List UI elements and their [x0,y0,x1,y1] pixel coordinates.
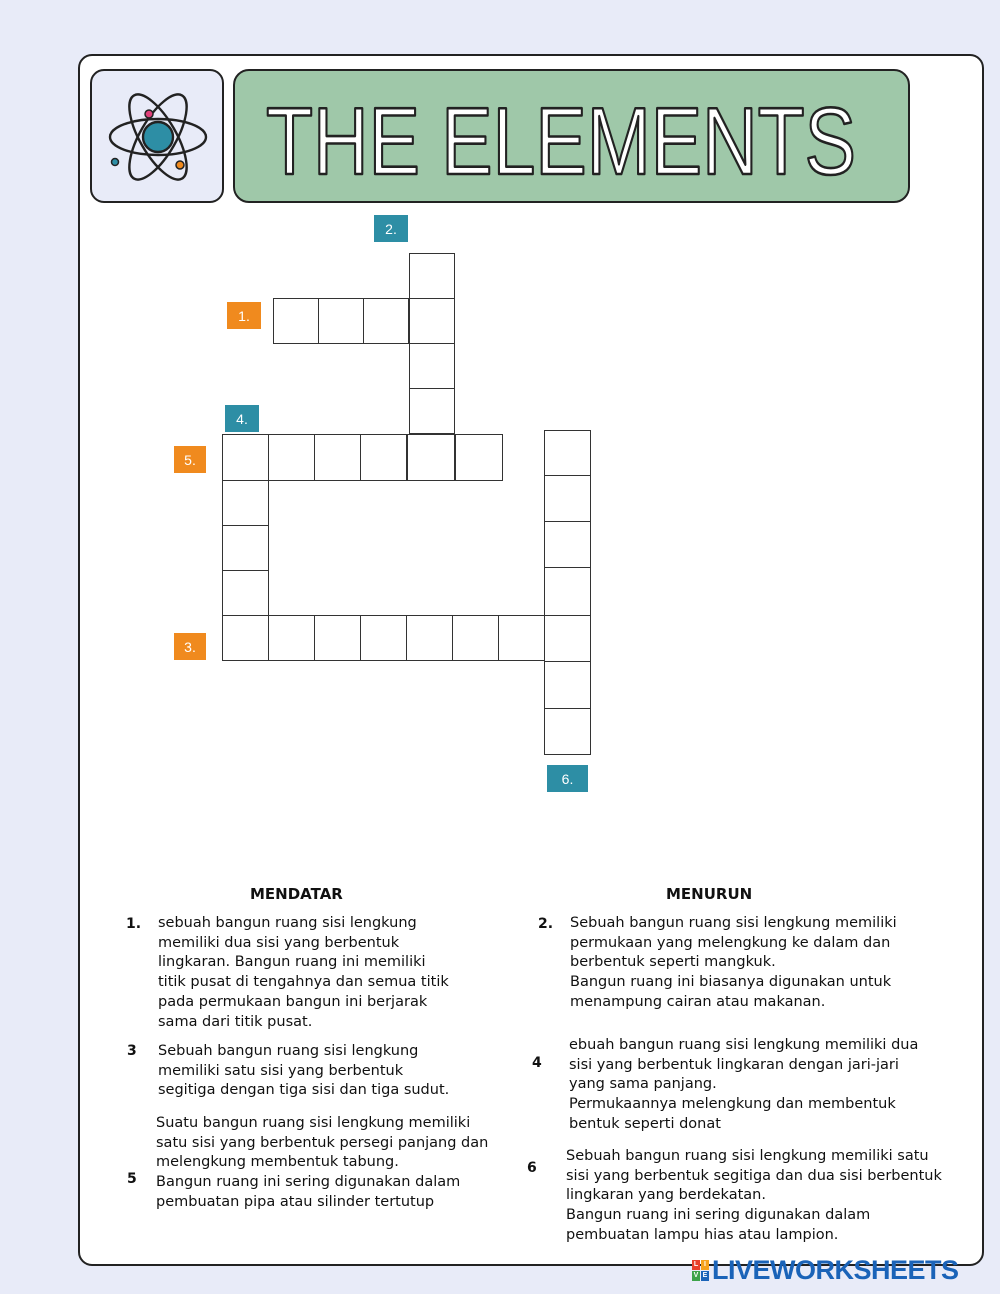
grid-cell-input[interactable] [315,616,360,660]
brand-grid-letter: V [693,1271,699,1279]
across-clue-text: Sebuah bangun ruang sisi lengkung memiliki satu sisi yang berbentuk segitiga dengan tiga sisi dan tiga sudut. [158,1043,450,1099]
title-svg [235,71,908,201]
brand-grid-letter: E [702,1271,708,1279]
grid-cell[interactable] [409,343,455,389]
grid-cell-input[interactable] [223,481,268,525]
clue-number-1: 1. [227,302,261,329]
across-clue-text: Suatu bangun ruang sisi lengkung memiliki satu sisi yang berbentuk persegi panjang dan melengkung membentuk tabung. Bangun ruang ini sering digunakan dalam pembuatan pipa atau silinder tertutup [156,1115,489,1210]
grid-cell-input[interactable] [223,616,268,660]
grid-cell[interactable] [318,298,364,344]
grid-cell[interactable] [544,615,591,662]
down-clue-number: 4 [532,1055,542,1071]
grid-cell[interactable] [222,434,269,481]
across-clue-number: 5 [127,1171,137,1187]
grid-cell[interactable] [268,434,315,481]
grid-cell-input[interactable] [545,476,590,521]
brand-name: LIVEWORKSHEETS [712,1254,959,1285]
across-clue-text: sebuah bangun ruang sisi lengkung memiliki dua sisi yang berbentuk lingkaran. Bangun ruang ini memiliki titik pusat di tengahnya dan semua titik pada permukaan bangun ini berjarak sama dari titik pusat. [158,915,449,1030]
grid-cell-input[interactable] [545,709,590,754]
logo-box [90,69,224,203]
grid-cell-input[interactable] [364,299,408,343]
brand-grid-letter: L [693,1260,699,1268]
grid-cell-input[interactable] [361,435,406,480]
grid-cell-input[interactable] [361,616,406,660]
grid-cell[interactable] [268,615,315,661]
grid-cell[interactable] [222,525,269,571]
across-clue-number: 3 [127,1043,137,1059]
grid-cell[interactable] [407,434,455,481]
grid-cell[interactable] [544,475,591,522]
grid-cell-input[interactable] [545,568,590,615]
across-heading: MENDATAR [250,885,343,903]
down-clue-number: 2. [538,916,554,932]
clue-number-3: 3. [174,633,206,660]
grid-cell-input[interactable] [408,435,454,480]
grid-cell[interactable] [409,298,455,344]
grid-cell-input[interactable] [545,431,590,475]
grid-cell-input[interactable] [456,435,502,480]
down-clue-text: Sebuah bangun ruang sisi lengkung memiliki satu sisi yang berbentuk segitiga dan dua sisi berbentuk lingkaran yang berdekatan. Bangun ruang ini sering digunakan dalam pembuatan lampu hias atau lampion. [566,1148,942,1243]
grid-cell-input[interactable] [410,389,454,433]
clue-number-5: 5. [174,446,206,473]
title-banner [233,69,910,203]
grid-cell-input[interactable] [223,526,268,570]
down-clue-number: 6 [527,1160,537,1176]
grid-cell[interactable] [360,434,407,481]
grid-cell[interactable] [452,615,499,661]
liveworksheets-logo[interactable] [692,1256,959,1284]
grid-cell[interactable] [360,615,407,661]
grid-cell[interactable] [222,480,269,526]
grid-cell-input[interactable] [453,616,498,660]
clue-number-2: 2. [374,215,408,242]
grid-cell-input[interactable] [223,571,268,615]
grid-cell-input[interactable] [315,435,360,480]
grid-cell[interactable] [409,253,455,299]
grid-cell-input[interactable] [269,435,314,480]
grid-cell-input[interactable] [269,616,314,660]
across-clue-number: 1. [126,916,142,932]
grid-cell[interactable] [544,661,591,709]
grid-cell[interactable] [314,434,361,481]
grid-cell[interactable] [544,567,591,616]
grid-cell[interactable] [363,298,409,344]
atom-icon [92,71,222,201]
grid-cell-input[interactable] [274,299,318,343]
grid-cell[interactable] [544,708,591,755]
down-clue-text: ebuah bangun ruang sisi lengkung memiliki dua sisi yang berbentuk lingkaran dengan jari-jari yang sama panjang. Permukaannya melengkung dan membentuk bentuk seperti donat [569,1037,919,1132]
grid-cell-input[interactable] [319,299,363,343]
grid-cell-input[interactable] [545,522,590,567]
down-heading: MENURUN [666,885,753,903]
grid-cell-input[interactable] [407,616,452,660]
grid-cell-input[interactable] [545,616,590,661]
grid-cell-input[interactable] [410,344,454,388]
grid-cell[interactable] [498,615,545,661]
grid-cell-input[interactable] [499,616,544,660]
grid-cell[interactable] [273,298,319,344]
brand-grid-icon [692,1260,709,1281]
grid-cell[interactable] [222,570,269,616]
grid-cell[interactable] [222,615,269,661]
grid-cell[interactable] [406,615,453,661]
grid-cell-input[interactable] [410,254,454,298]
grid-cell-input[interactable] [223,435,268,480]
grid-cell[interactable] [544,521,591,568]
grid-cell-input[interactable] [545,662,590,708]
clue-number-4: 4. [225,405,259,432]
clue-number-6: 6. [547,765,588,792]
grid-cell[interactable] [409,388,455,434]
grid-cell-input[interactable] [410,299,454,343]
page-title: THE ELEMENTS [266,88,856,195]
down-clue-text: Sebuah bangun ruang sisi lengkung memiliki permukaan yang melengkung ke dalam dan berbentuk seperti mangkuk. Bangun ruang ini biasanya digunakan untuk menampung cairan atau makanan. [570,915,897,1010]
brand-grid-letter: I [701,1260,709,1270]
grid-cell[interactable] [314,615,361,661]
grid-cell[interactable] [544,430,591,476]
grid-cell[interactable] [455,434,503,481]
